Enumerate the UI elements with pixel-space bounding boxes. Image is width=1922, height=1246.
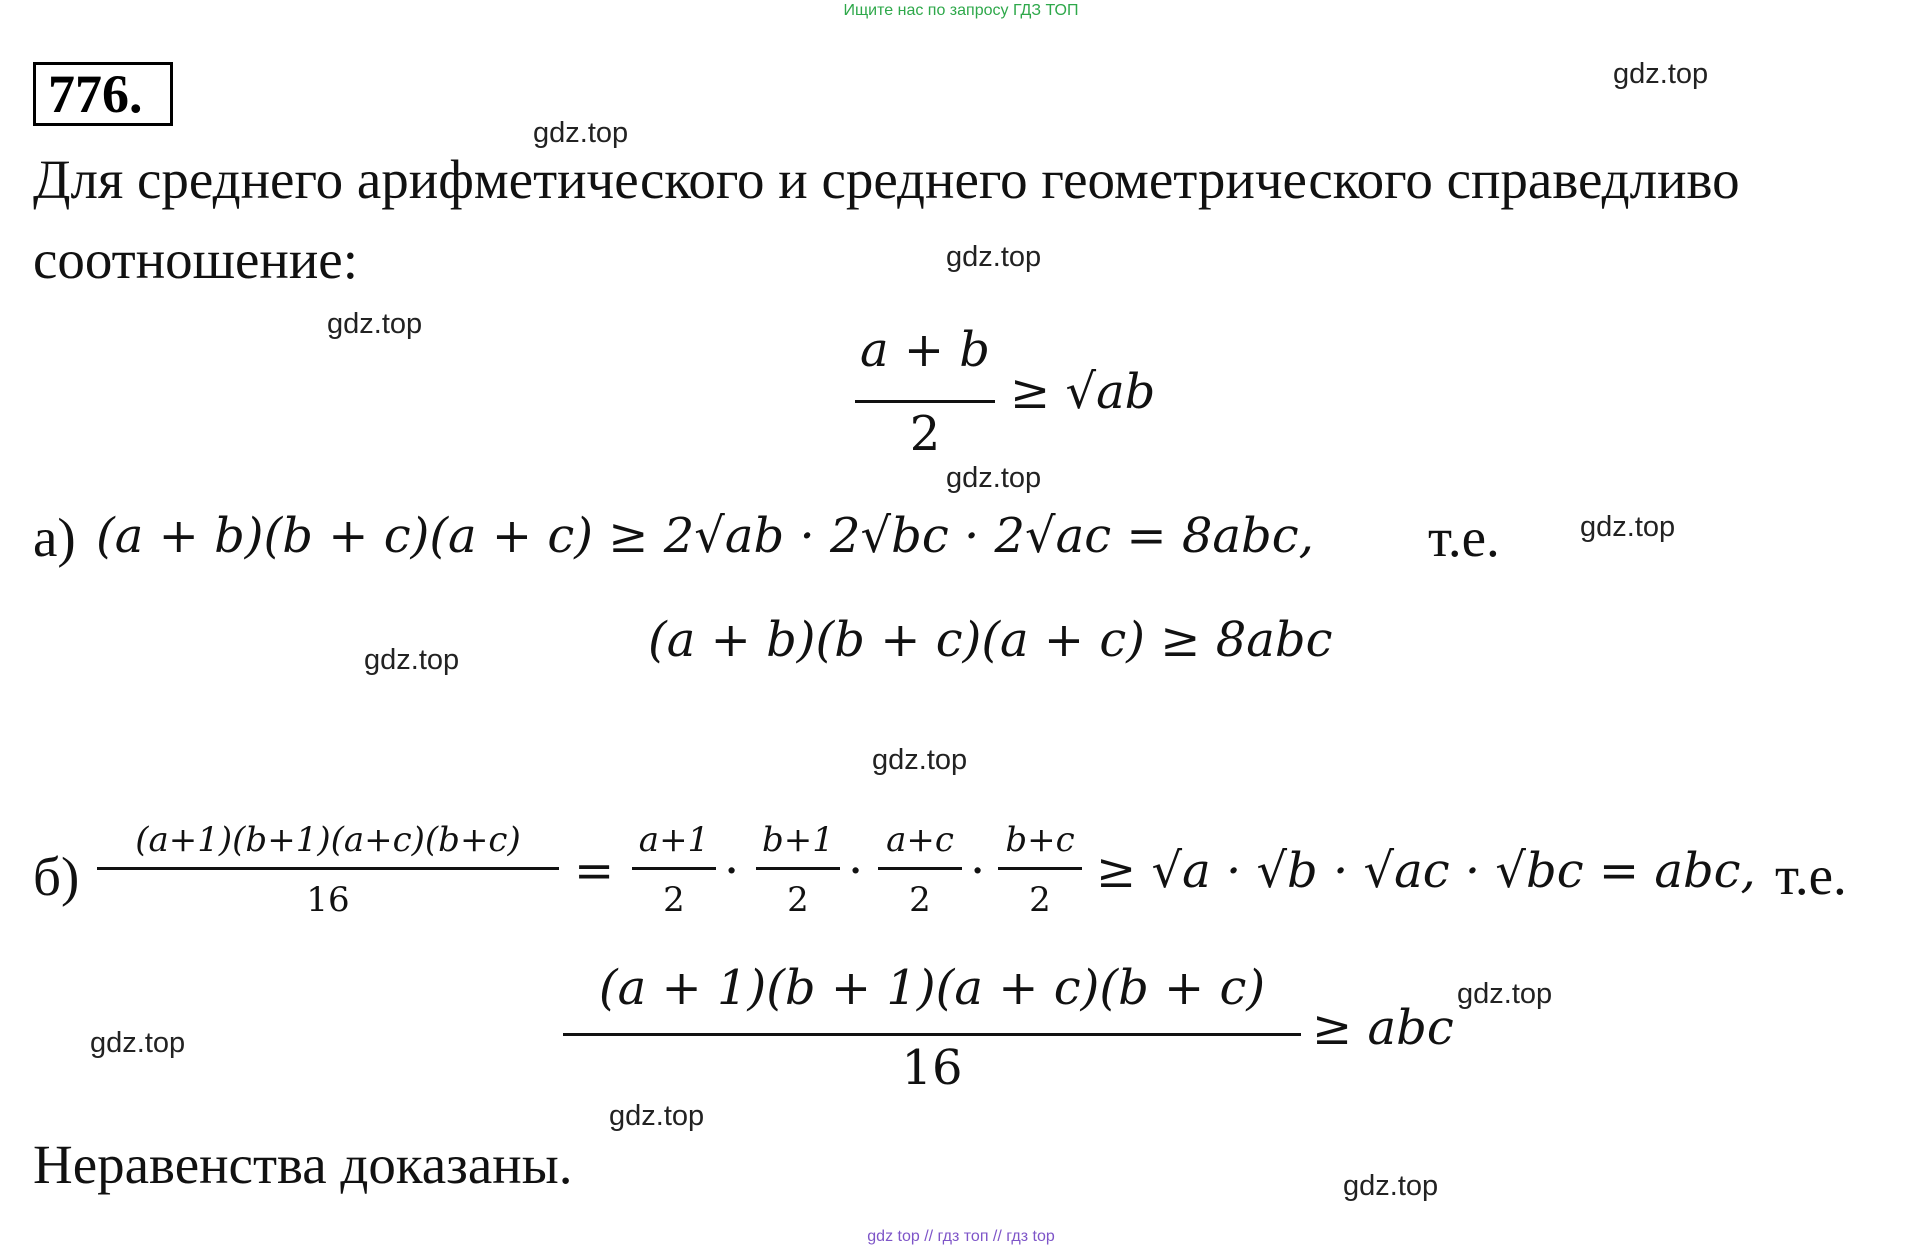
ineq-numerator: a + b xyxy=(859,322,991,378)
factor-1-bar xyxy=(632,867,716,870)
factor-3-bar xyxy=(878,867,962,870)
ineq-denominator: 2 xyxy=(909,406,941,462)
times-dot: · xyxy=(724,843,740,899)
times-dot: · xyxy=(970,843,986,899)
part-a-equation: (a + b)(b + c)(a + c) ≥ 2√ab · 2√bc · 2√ac = 8abc, xyxy=(96,508,1314,564)
watermark: gdz.top xyxy=(946,462,1042,494)
factor-2-bar xyxy=(756,867,840,870)
part-a-result: (a + b)(b + c)(a + c) ≥ 8abc xyxy=(648,612,1333,668)
part-b-result-denominator: 16 xyxy=(901,1040,963,1096)
watermark: gdz.top xyxy=(872,744,968,776)
factor-2-denominator: 2 xyxy=(787,880,809,920)
part-b-fraction-bar xyxy=(97,867,559,870)
watermark: gdz.top xyxy=(1457,978,1553,1010)
factor-2-numerator: b+1 xyxy=(762,820,834,860)
ineq-rhs: ≥ √ab xyxy=(1010,364,1156,420)
watermark: gdz.top xyxy=(364,644,460,676)
problem-number: 776. xyxy=(33,62,173,126)
ineq-fraction-bar xyxy=(855,400,995,403)
part-b-result-bar xyxy=(563,1033,1301,1036)
factor-1-numerator: a+1 xyxy=(638,820,710,860)
part-b-equals: = xyxy=(574,843,615,899)
part-a-label: а) xyxy=(33,507,76,568)
part-b-frac-numerator: (a+1)(b+1)(a+c)(b+c) xyxy=(135,820,521,860)
factor-3-numerator: a+c xyxy=(886,820,954,860)
factor-4-bar xyxy=(998,867,1082,870)
watermark: gdz.top xyxy=(1613,58,1709,90)
times-dot: · xyxy=(848,843,864,899)
watermark: gdz.top xyxy=(533,117,629,149)
watermark: gdz.top xyxy=(327,308,423,340)
conclusion: Неравенства доказаны. xyxy=(33,1134,573,1195)
part-b-result-rhs: ≥ abc xyxy=(1312,1000,1454,1056)
part-b-label: б) xyxy=(33,846,80,907)
factor-4-numerator: b+c xyxy=(1005,820,1075,860)
part-b-result-numerator: (a + 1)(b + 1)(a + c)(b + c) xyxy=(598,960,1266,1016)
part-b-rhs: ≥ √a · √b · √ac · √bc = abc, xyxy=(1096,843,1756,899)
watermark: gdz.top xyxy=(1580,511,1676,543)
factor-3-denominator: 2 xyxy=(909,880,931,920)
factor-4-denominator: 2 xyxy=(1029,880,1051,920)
watermark: gdz.top xyxy=(1343,1170,1439,1202)
intro-line-1: Для среднего арифметического и среднего геометрического справедливо xyxy=(33,149,1740,210)
watermark: gdz.top xyxy=(609,1100,705,1132)
search-notice: Ищите нас по запросу ГДЗ ТОП xyxy=(843,2,1079,19)
factor-1-denominator: 2 xyxy=(663,880,685,920)
part-b-frac-denominator: 16 xyxy=(306,880,350,920)
part-a-te: т.е. xyxy=(1428,507,1500,568)
part-b-te: т.е. xyxy=(1775,845,1847,906)
watermark: gdz.top xyxy=(90,1027,186,1059)
footer-links[interactable]: gdz top // гдз топ // гдз top xyxy=(867,1228,1055,1245)
watermark: gdz.top xyxy=(946,241,1042,273)
intro-line-2: соотношение: xyxy=(33,229,358,290)
